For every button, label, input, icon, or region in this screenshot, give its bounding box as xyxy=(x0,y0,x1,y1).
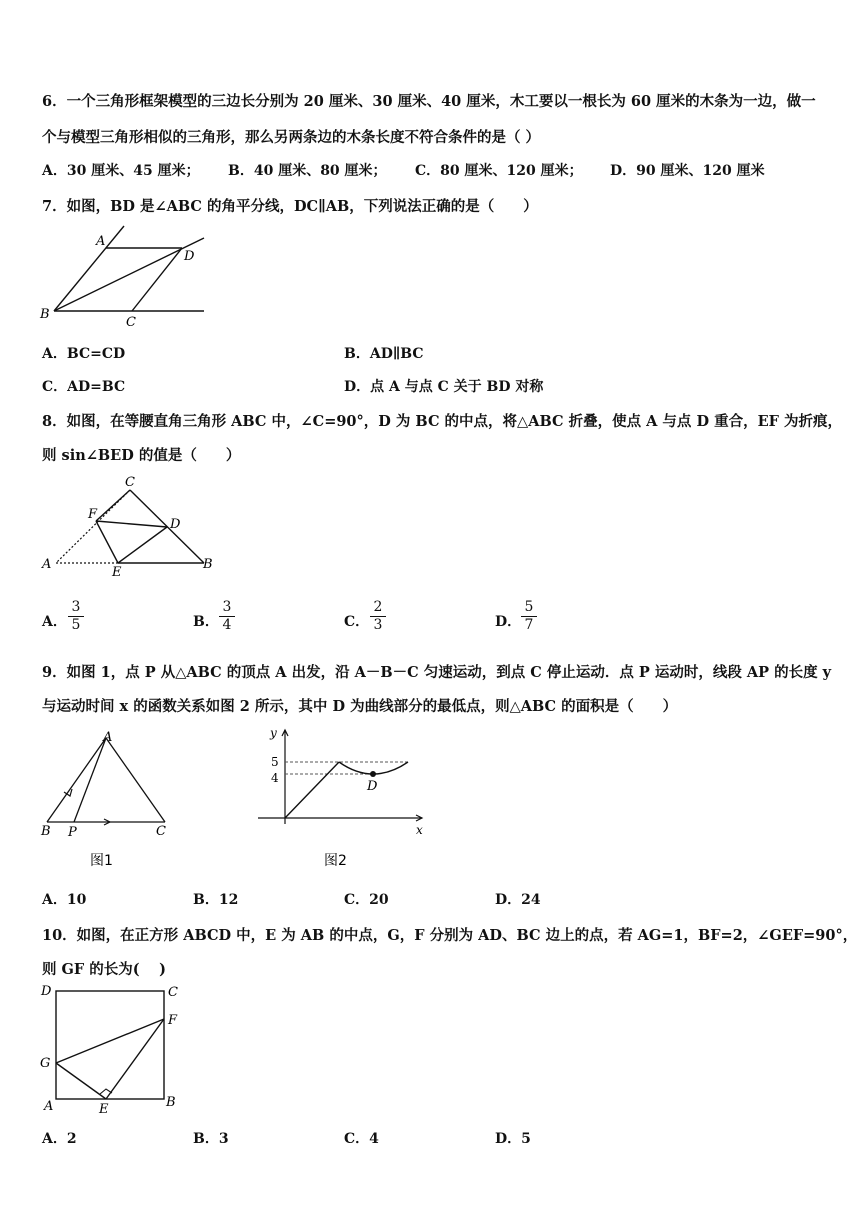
q8-option-c-num: 2 xyxy=(370,599,386,617)
q8-option-d-num: 5 xyxy=(521,599,537,617)
q6-option-d: D．90 厘米、120 厘米 xyxy=(610,163,765,179)
q8-option-b-fraction xyxy=(219,599,235,634)
q7-label-a: A xyxy=(96,234,106,249)
q7-figure xyxy=(36,222,216,330)
q8-option-d-letter: D． xyxy=(495,614,522,630)
q7-option-b: B．AD∥BC xyxy=(344,346,424,362)
q9-figure-2 xyxy=(252,724,432,874)
q8-option-b-num: 3 xyxy=(219,599,235,617)
q10-label-g: G xyxy=(40,1056,51,1071)
q8-figure xyxy=(36,472,216,578)
q8-option-c-letter: C． xyxy=(344,614,370,630)
q8-option-a-num: 3 xyxy=(68,599,84,617)
q7-label-c: C xyxy=(126,315,136,330)
q8-option-d-fraction xyxy=(521,599,537,634)
q9-option-b: B．12 xyxy=(193,892,239,908)
q10-label-a: A xyxy=(44,1099,54,1114)
q10-label-b: B xyxy=(166,1095,176,1110)
q8-option-c-fraction xyxy=(370,599,386,634)
q9-fig2-label-x: x xyxy=(416,823,423,837)
q9-fig2-tick-4: 4 xyxy=(271,771,279,785)
q6-option-a: A．30 厘米、45 厘米； xyxy=(42,163,200,179)
q10-figure xyxy=(36,980,186,1116)
q8-stem-line2: 则 sin∠BED 的值是（ ） xyxy=(42,447,241,464)
q6-stem-line1: 6．一个三角形框架模型的三边长分别为 20 厘米、30 厘米、40 厘米，木工要以一根长为 60 厘米的木条为一边，做一 xyxy=(42,93,816,110)
q9-fig2-label-y: y xyxy=(270,726,277,740)
q10-label-c: C xyxy=(168,985,178,1000)
q8-label-c: C xyxy=(125,475,135,490)
q9-fig1-label-b: B xyxy=(41,824,51,839)
q10-option-b: B．3 xyxy=(193,1131,229,1147)
q8-stem-line1: 8．如图，在等腰直角三角形 ABC 中，∠C=90°，D 为 BC 的中点，将△ABC 折叠，使点 A 与点 D 重合，EF 为折痕， xyxy=(42,413,842,430)
q9-fig1-label-a: A xyxy=(103,730,113,745)
q10-stem-line1: 10．如图，在正方形 ABCD 中，E 为 AB 的中点，G，F 分别为 AD、BC 边上的点，若 AG=1，BF=2，∠GEF=90°， xyxy=(42,927,858,944)
q7-option-c: C．AD=BC xyxy=(42,379,126,395)
q8-option-d-den: 7 xyxy=(524,617,534,633)
q8-option-a-den: 5 xyxy=(71,617,81,633)
q7-option-a: A．BC=CD xyxy=(42,346,126,362)
q8-option-a-letter: A． xyxy=(42,614,67,630)
q9-fig2-caption: 图2 xyxy=(324,853,347,869)
q9-stem-line1: 9．如图 1，点 P 从△ABC 的顶点 A 出发，沿 A－B－C 匀速运动，到点 C 停止运动．点 P 运动时，线段 AP 的长度 y xyxy=(42,664,832,681)
q8-label-b: B xyxy=(203,557,213,572)
q7-option-d: D．点 A 与点 C 关于 BD 对称 xyxy=(344,379,544,395)
q9-option-a: A．10 xyxy=(42,892,87,908)
q8-option-b-den: 4 xyxy=(222,617,232,633)
q10-option-a: A．2 xyxy=(42,1131,77,1147)
q7-label-b: B xyxy=(40,307,50,322)
q10-option-d: D．5 xyxy=(495,1131,531,1147)
q8-label-d: D xyxy=(170,517,181,532)
q9-option-c: C．20 xyxy=(344,892,389,908)
q9-fig2-tick-5: 5 xyxy=(271,755,279,769)
q9-option-d: D．24 xyxy=(495,892,541,908)
q8-label-a: A xyxy=(42,557,52,572)
q10-label-d: D xyxy=(41,984,52,999)
q10-option-c: C．4 xyxy=(344,1131,379,1147)
q6-option-c: C．80 厘米、120 厘米； xyxy=(415,163,583,179)
q9-fig1-label-c: C xyxy=(156,824,166,839)
q8-option-c-den: 3 xyxy=(373,617,383,633)
q9-figure-1 xyxy=(36,728,186,873)
q6-option-b: B．40 厘米、80 厘米； xyxy=(228,163,387,179)
q8-option-a-fraction xyxy=(68,599,84,634)
q7-stem-line1: 7．如图，BD 是∠ABC 的角平分线，DC∥AB，下列说法正确的是（ ） xyxy=(42,198,538,215)
q10-stem-line2: 则 GF 的长为( ) xyxy=(42,961,167,978)
q9-fig1-label-p: P xyxy=(68,825,77,840)
q6-stem-line2: 个与模型三角形相似的三角形，那么另两条边的木条长度不符合条件的是（ ） xyxy=(42,129,541,146)
q10-label-f: F xyxy=(168,1013,178,1028)
q9-fig2-label-d: D xyxy=(367,779,378,794)
q10-label-e: E xyxy=(99,1102,109,1116)
q8-label-f: F xyxy=(88,507,98,522)
q8-option-b-letter: B． xyxy=(193,614,219,630)
q9-stem-line2: 与运动时间 x 的函数关系如图 2 所示，其中 D 为曲线部分的最低点，则△ABC 的面积是（ ） xyxy=(42,698,678,715)
q9-fig1-caption: 图1 xyxy=(90,853,113,869)
q7-label-d: D xyxy=(184,249,195,264)
q8-label-e: E xyxy=(112,565,122,578)
